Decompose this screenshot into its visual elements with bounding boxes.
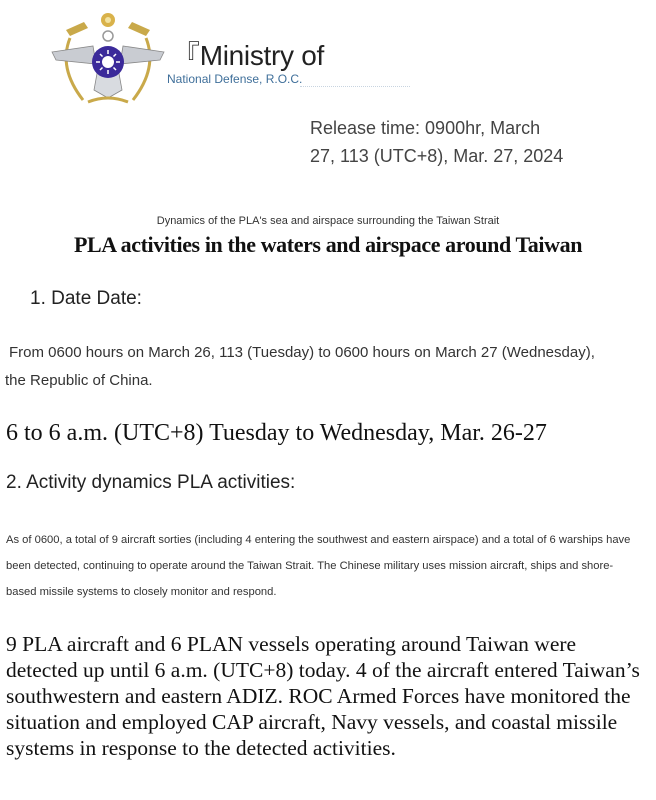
section-1-heading: 1. Date Date: [30,288,142,309]
release-time-line-2: 27, 113 (UTC+8), Mar. 27, 2024 [310,146,564,166]
release-time-line-1: Release time: 0900hr, March [310,118,541,138]
section-2-english: 9 PLA aircraft and 6 PLAN vessels operating around Taiwan were detected up until 6 a.m. (UTC+8) today. 4 of the aircraft entered Taiwan’s southwestern and eastern ADIZ. ROC Armed Forces have monitored the situation and employed CAP aircraft, Navy vessels, and coastal missile systems in response to the detected activities. [6,632,640,760]
section-2-heading: 2. Activity dynamics PLA activities: [6,472,296,493]
section-1-translated-line-1: From 0600 hours on March 26, 113 (Tuesday) to 0600 hours on March 27 (Wednesday), [9,344,595,361]
ministry-emblem-icon [48,8,168,108]
document-kicker: Dynamics of the PLA's sea and airspace surrounding the Taiwan Strait [156,215,500,227]
section-1-translated-line-2: the Republic of China. [5,372,153,389]
section-1-english: 6 to 6 a.m. (UTC+8) Tuesday to Wednesday, Mar. 26-27 [6,420,547,446]
org-title: 『Ministry of [172,40,324,71]
section-2-translated: As of 0600, a total of 9 aircraft sorties (including 4 entering the southwest and eastern airspace) and a total of 6 warships have been detected, continuing to operate around the Taiwan Strait. The Chinese military uses mission aircraft, ships and shore-based missile systems to closely monitor and respond. [6,534,631,598]
org-subtitle: National Defense, R.O.C. [167,72,303,86]
document-headline: PLA activities in the waters and airspace around Taiwan [73,232,583,257]
header-divider [300,86,410,87]
